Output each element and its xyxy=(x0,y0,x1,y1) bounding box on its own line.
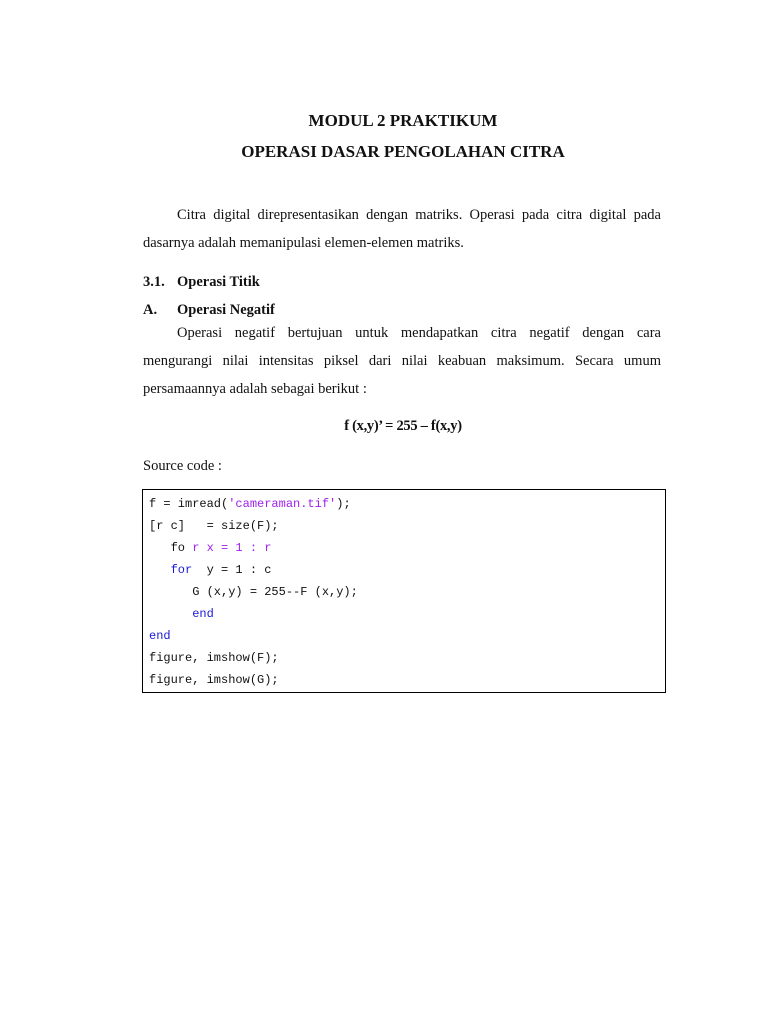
code-line xyxy=(149,562,271,578)
code-text: y = 1 : c xyxy=(192,563,272,577)
code-text xyxy=(149,607,192,621)
code-line xyxy=(149,518,279,534)
code-text: G (x,y) = 255--F (x,y); xyxy=(149,585,358,599)
negatif-line-1: Operasi negatif bertujuan untuk mendapatkan citra negatif dengan cara xyxy=(177,325,661,341)
negatif-formula: f (x,y)’ = 255 – f(x,y) xyxy=(344,418,462,434)
code-text: [r c] = size(F); xyxy=(149,519,279,533)
code-line xyxy=(149,584,358,600)
subsection-heading xyxy=(143,300,275,320)
subsection-number: A. xyxy=(143,302,158,318)
code-text: figure, imshow(G); xyxy=(149,673,279,687)
negatif-line-3: persamaannya adalah sebagai berikut : xyxy=(143,381,367,397)
code-string: 'cameraman.tif' xyxy=(228,497,337,511)
code-text: fo xyxy=(149,541,186,555)
section-number: 3.1. xyxy=(143,274,165,290)
code-text: f = imread( xyxy=(149,497,229,511)
code-text: ); xyxy=(336,497,351,511)
intro-line-2: dasarnya adalah memanipulasi elemen-elemen matriks. xyxy=(143,235,464,251)
negatif-paragraph xyxy=(143,319,661,403)
section-title: Operasi Titik xyxy=(177,274,260,290)
section-heading xyxy=(143,272,260,292)
code-line xyxy=(149,606,214,622)
intro-paragraph xyxy=(143,201,661,257)
code-keyword: end xyxy=(192,607,214,621)
code-keyword: for xyxy=(170,563,193,577)
module-subtitle: OPERASI DASAR PENGOLAHAN CITRA xyxy=(241,142,565,161)
code-line xyxy=(149,628,171,644)
code-line xyxy=(149,496,351,512)
code-line xyxy=(149,650,279,666)
code-text xyxy=(149,563,171,577)
source-code-label: Source code : xyxy=(143,458,222,474)
code-string: r x = 1 : r xyxy=(185,541,272,555)
module-title: MODUL 2 PRAKTIKUM xyxy=(308,111,498,130)
negatif-line-2: mengurangi nilai intensitas piksel dari nilai keabuan maksimum. Secara umum xyxy=(143,353,661,369)
subsection-title: Operasi Negatif xyxy=(177,302,275,318)
code-keyword: end xyxy=(149,629,171,643)
code-text: figure, imshow(F); xyxy=(149,651,279,665)
code-line xyxy=(149,672,279,688)
intro-line-1: Citra digital direpresentasikan dengan matriks. Operasi pada citra digital pada xyxy=(177,207,661,223)
code-line xyxy=(149,540,271,556)
code-block xyxy=(142,489,666,693)
